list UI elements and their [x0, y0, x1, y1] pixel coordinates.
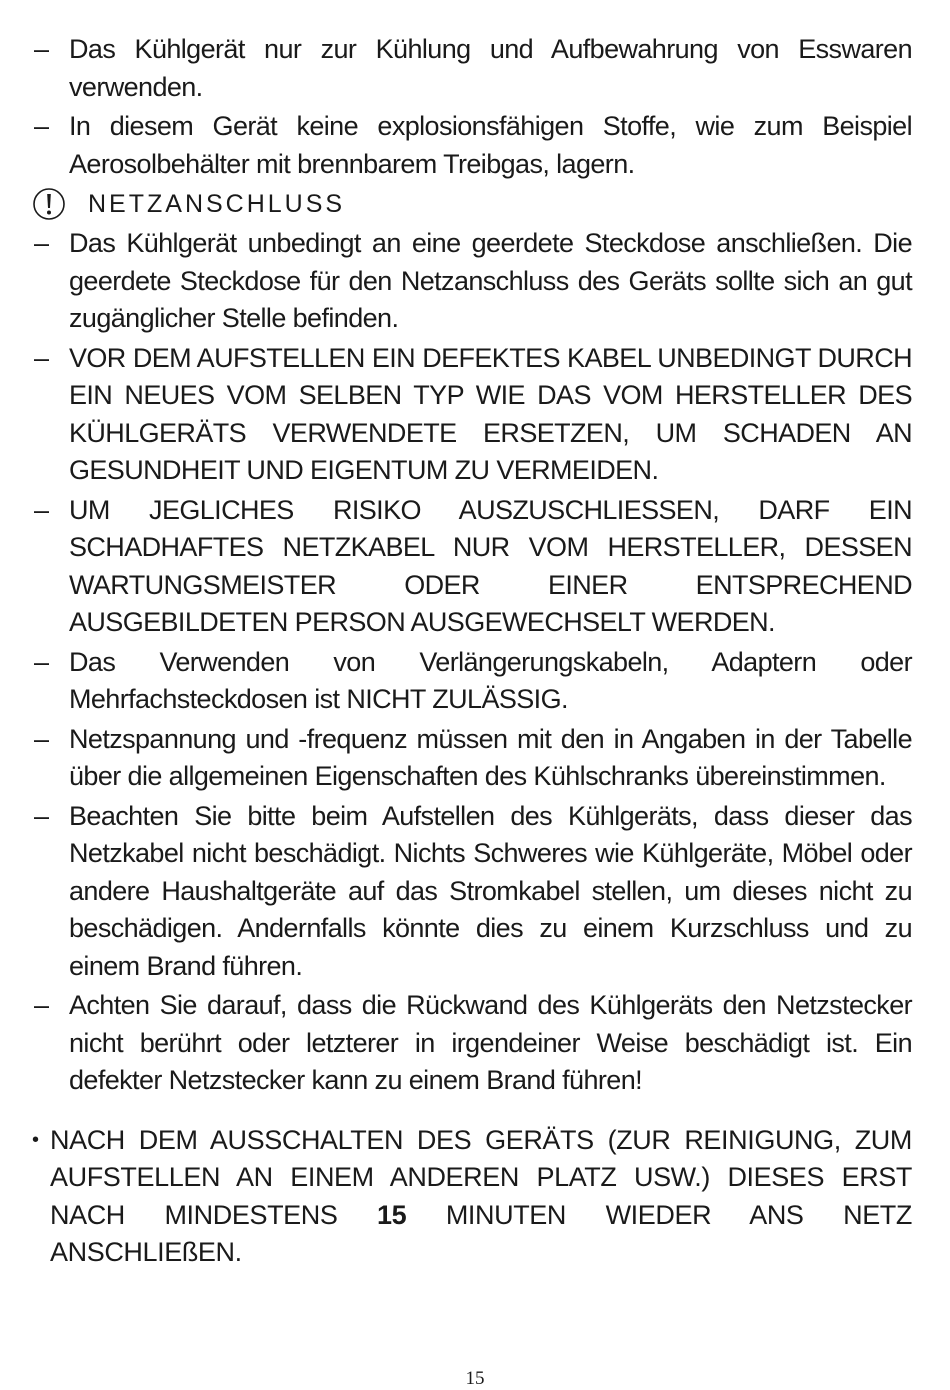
list-item — [32, 492, 912, 642]
section-title: NETZANSCHLUSS — [88, 189, 346, 218]
exclamation-circle-icon — [32, 187, 66, 221]
list-item — [32, 987, 912, 1100]
safety-instructions — [32, 31, 912, 1272]
list-item-text: In diesem Gerät keine explosionsfähigen Stoffe, wie zum Beispiel Aerosolbehälter mit brennbarem Treibgas, lagern. — [69, 111, 912, 179]
bold-number: 15 — [377, 1199, 407, 1230]
bullet-text-after: MINUTEN WIEDER ANS NETZ ANSCHLIEßEN. — [50, 1199, 912, 1267]
dash-marker: – — [34, 990, 49, 1020]
bullet-marker: • — [32, 1128, 39, 1151]
list-item — [32, 340, 912, 490]
list-item-text: Beachten Sie bitte beim Aufstellen des Kühlgeräts, dass dieser das Netzkabel nicht beschädigt. Nichts Schweres wie Kühlgeräte, Möbel oder andere Haushaltgeräte auf das Stromkabel stellen, um dieses nicht zu beschädigen. Andernfalls könnte dies zu einem Kurzschluss und zu einem Brand führen. — [69, 800, 912, 981]
bullet-item — [32, 1122, 912, 1272]
list-item-text: UM JEGLICHES RISIKO AUSZUSCHLIESSEN, DARF EIN SCHADHAFTES NETZKABEL NUR VOM HERSTELLER, DESSEN WARTUNGSMEISTER ODER EINER ENTSPRECHEND AUSGEBILDETEN PERSON AUSGEWECHSELT WERDEN. — [69, 494, 912, 637]
bullet-item-text — [50, 1122, 912, 1272]
dash-marker: – — [34, 800, 49, 831]
list-item-text: Das Verwenden von Verlängerungskabeln, Adaptern oder Mehrfachsteckdosen ist NICHT ZULÄSSIG. — [69, 646, 912, 714]
list-item-text: Das Kühlgerät nur zur Kühlung und Aufbewahrung von Esswaren verwenden. — [69, 34, 912, 102]
page-number: 15 — [465, 1368, 485, 1389]
list-item — [32, 225, 912, 338]
list-item-text: VOR DEM AUFSTELLEN EIN DEFEKTES KABEL UNBEDINGT DURCH EIN NEUES VOM SELBEN TYP WIE DAS VOM HERSTELLER DES KÜHLGERÄTS VERWENDETE ERSETZEN, UM SCHADEN AN GESUNDHEIT UND EIGENTUM ZU VERMEIDEN. — [69, 342, 912, 485]
list-item — [32, 644, 912, 719]
list-item — [32, 721, 912, 796]
list-item — [32, 798, 912, 986]
dash-marker: – — [34, 228, 49, 258]
bullet-text-before: NACH DEM AUSSCHALTEN DES GERÄTS (ZUR REINIGUNG, ZUM AUFSTELLEN AN EINEM ANDEREN PLATZ USW.) DIESES ERST NACH MINDESTENS — [50, 1124, 912, 1230]
dash-marker: – — [34, 646, 49, 677]
list-item-text: Das Kühlgerät unbedingt an eine geerdete Steckdose anschließen. Die geerdete Steckdose für den Netzanschluss des Geräts sollte sich an gut zugänglicher Stelle befinden. — [69, 228, 912, 333]
dash-marker: – — [34, 34, 49, 64]
dash-marker: – — [34, 111, 49, 141]
section-heading — [32, 185, 912, 223]
dash-marker: – — [34, 494, 49, 525]
dash-marker: – — [34, 342, 49, 373]
dash-marker: – — [34, 723, 49, 754]
list-item — [32, 108, 912, 183]
list-item-text: Netzspannung und -frequenz müssen mit den in Angaben in der Tabelle über die allgemeinen Eigenschaften des Kühlschranks übereinstimmen. — [69, 723, 912, 791]
list-item-text: Achten Sie darauf, dass die Rückwand des Kühlgeräts den Netzstecker nicht berührt oder letzterer in irgendeiner Weise beschädigt ist. Ein defekter Netzstecker kann zu einem Brand führen! — [69, 990, 912, 1095]
list-item — [32, 31, 912, 106]
